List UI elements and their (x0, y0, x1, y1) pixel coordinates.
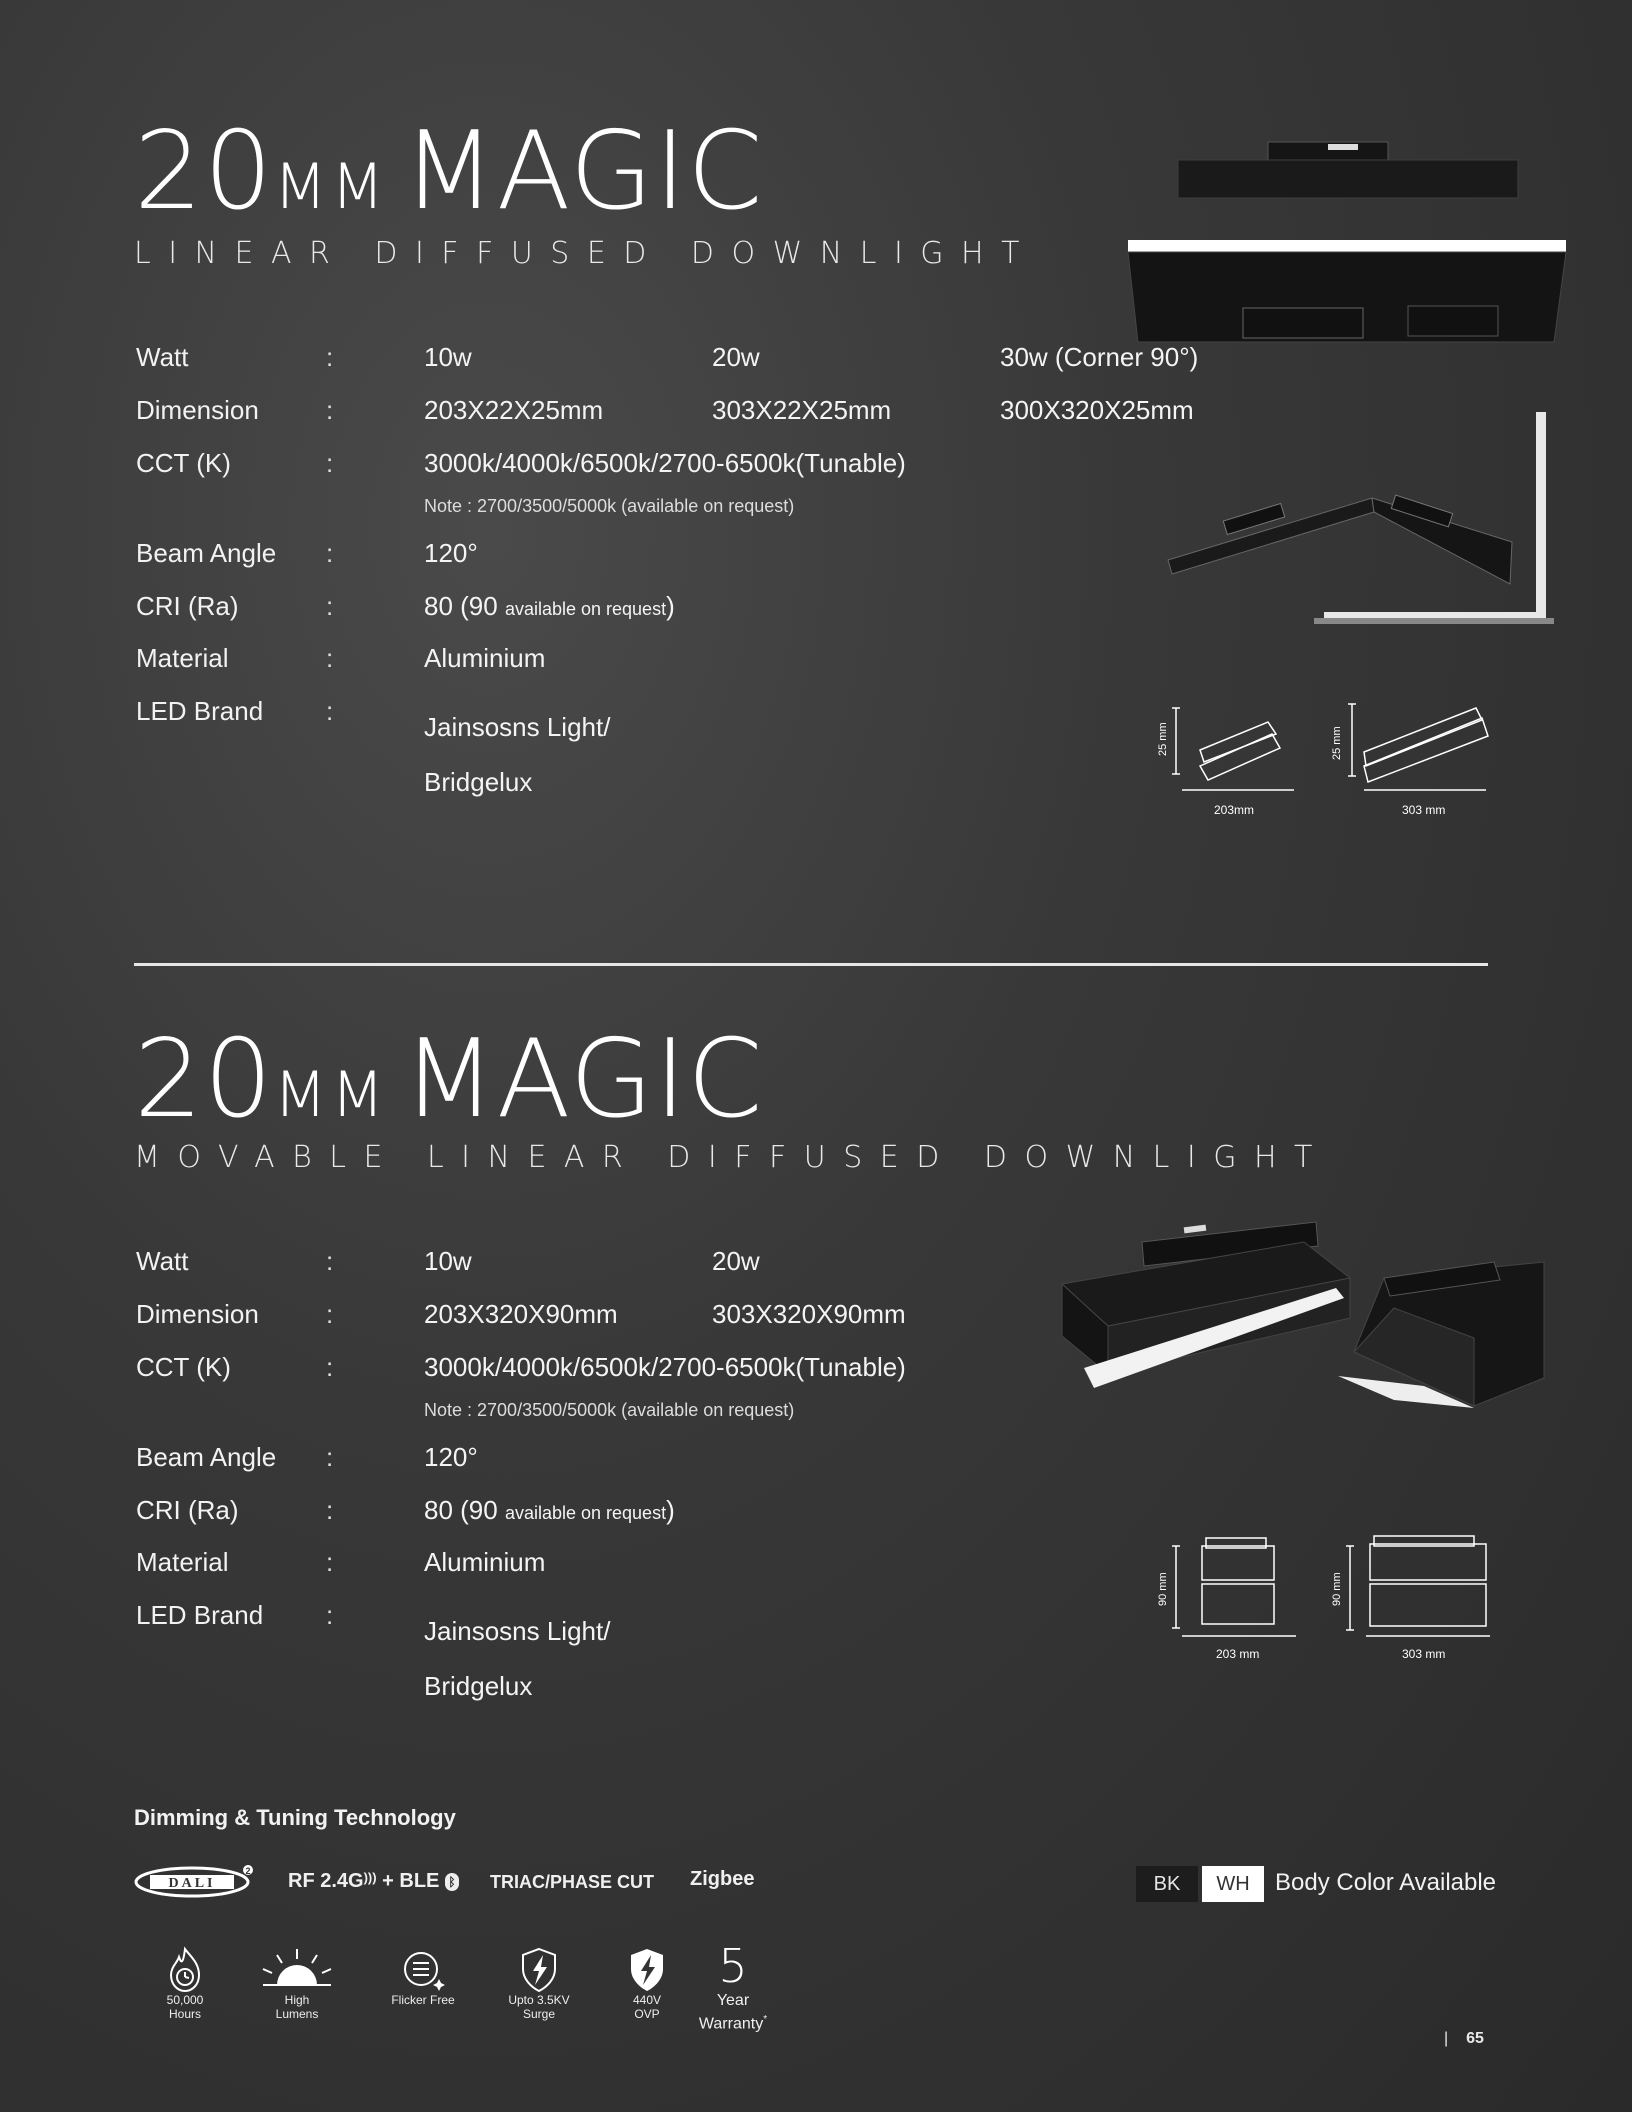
spec-led-brand-value: Jainsosns Light/ (424, 1616, 611, 1646)
tech-heading: Dimming & Tuning Technology (134, 1805, 456, 1830)
spec-note: Note : 2700/3500/5000k (available on request) (424, 496, 795, 516)
swatch-black: BK (1136, 1866, 1198, 1902)
product-subtitle: MOVABLE LINEAR DIFFUSED DOWNLIGHT (134, 1140, 1330, 1175)
page-number: | 65 (1444, 2030, 1484, 2047)
wifi-icon: ))) (363, 1870, 377, 1885)
dim-width-1: 203mm (1214, 803, 1255, 817)
product-subtitle: LINEAR DIFFUSED DOWNLIGHT (134, 236, 1037, 271)
movable-downlight-image (1054, 1218, 1554, 1428)
dimension-drawing (1152, 696, 1502, 826)
product-title: 20MM MAGIC (134, 109, 764, 234)
warranty-line2: Warranty* (698, 2014, 768, 2033)
feature-caption: 50,000 Hours (166, 1993, 204, 2021)
spec-dimension: Dimension : 203X320X90mm 303X320X90mm (136, 1299, 906, 1329)
dim-width-2: 303 mm (1402, 803, 1446, 817)
flicker-free-icon (399, 1945, 447, 1993)
feature-lifetime (130, 1945, 240, 2021)
spec-note: Note : 2700/3500/5000k (available on request) (424, 1400, 795, 1420)
svg-text:2: 2 (245, 1866, 251, 1876)
triac-label: TRIAC/PHASE CUT (490, 1872, 655, 1892)
feature-flicker-free (368, 1945, 478, 2007)
feature-lumens (242, 1945, 352, 2021)
spec-cri: CRI (Ra) : 80 (90 available on request) (136, 591, 675, 621)
dim-width-1: 203 mm (1216, 1647, 1260, 1661)
product-title: 20MM MAGIC (134, 1017, 764, 1142)
feature-caption: High Lumens (275, 1993, 319, 2021)
dim-height-2: 25 mm (1331, 726, 1343, 760)
sunrise-icon (257, 1945, 337, 1993)
feature-caption: Flicker Free (391, 1993, 455, 2007)
feature-caption: 440V OVP (632, 1993, 662, 2021)
spec-led-brand: LED Brand : (136, 1600, 334, 1630)
warranty-line1: Year (716, 1992, 750, 2009)
spec-led-brand-value: Jainsosns Light/ (424, 712, 611, 742)
tech-logos (134, 1862, 934, 1902)
surge-shield-icon (515, 1945, 563, 1993)
feature-warranty (678, 1941, 788, 2033)
spec-material: Material : Aluminium (136, 1547, 546, 1577)
spec-watt: Watt : 10w 20w (136, 1246, 760, 1276)
spec-led-brand: LED Brand : (136, 696, 334, 726)
corner-downlight-image (1164, 408, 1564, 630)
body-color-label: Body Color Available (1275, 1869, 1497, 1896)
dim-height-1: 90 mm (1157, 1572, 1169, 1606)
dimension-drawing (1152, 1532, 1502, 1662)
spec-cct: CCT (K) : 3000k/4000k/6500k/2700-6500k(Tunable) (136, 448, 906, 478)
swatch-white: WH (1202, 1866, 1264, 1902)
warranty-number: 5 (718, 1939, 748, 1993)
spec-beam-angle: Beam Angle : 120° (136, 538, 478, 568)
zigbee-label: Zigbee (690, 1868, 755, 1890)
feature-caption: Upto 3.5KV Surge (508, 1993, 570, 2021)
spec-watt: Watt : 10w 20w 30w (Corner 90°) (136, 342, 1199, 372)
dim-height-2: 90 mm (1331, 1572, 1343, 1606)
feature-surge (484, 1945, 594, 2021)
spec-dimension: Dimension : 203X22X25mm 303X22X25mm 300X320X25mm (136, 395, 1194, 425)
spec-led-brand-value-2: Bridgelux (424, 767, 533, 797)
spec-material: Material : Aluminium (136, 643, 546, 673)
section-divider (134, 963, 1488, 966)
rf-label: RF 2.4G))) + BLE ᛒ (288, 1870, 459, 1893)
dali-logo (134, 1864, 258, 1900)
linear-downlight-image (1118, 136, 1578, 350)
bluetooth-icon: ᛒ (445, 1873, 459, 1891)
feature-icons (130, 1939, 830, 2045)
spec-led-brand-value-2: Bridgelux (424, 1671, 533, 1701)
spec-cct: CCT (K) : 3000k/4000k/6500k/2700-6500k(Tunable) (136, 1352, 906, 1382)
body-color-options (1136, 1866, 1536, 1902)
dim-width-2: 303 mm (1402, 1647, 1446, 1661)
spec-beam-angle: Beam Angle : 120° (136, 1442, 478, 1472)
dim-height-1: 25 mm (1157, 722, 1169, 756)
ovp-shield-icon (623, 1945, 671, 1993)
spec-cri: CRI (Ra) : 80 (90 available on request) (136, 1495, 675, 1525)
fire-clock-icon (161, 1945, 209, 1993)
svg-text:DALI: DALI (168, 1876, 216, 1891)
